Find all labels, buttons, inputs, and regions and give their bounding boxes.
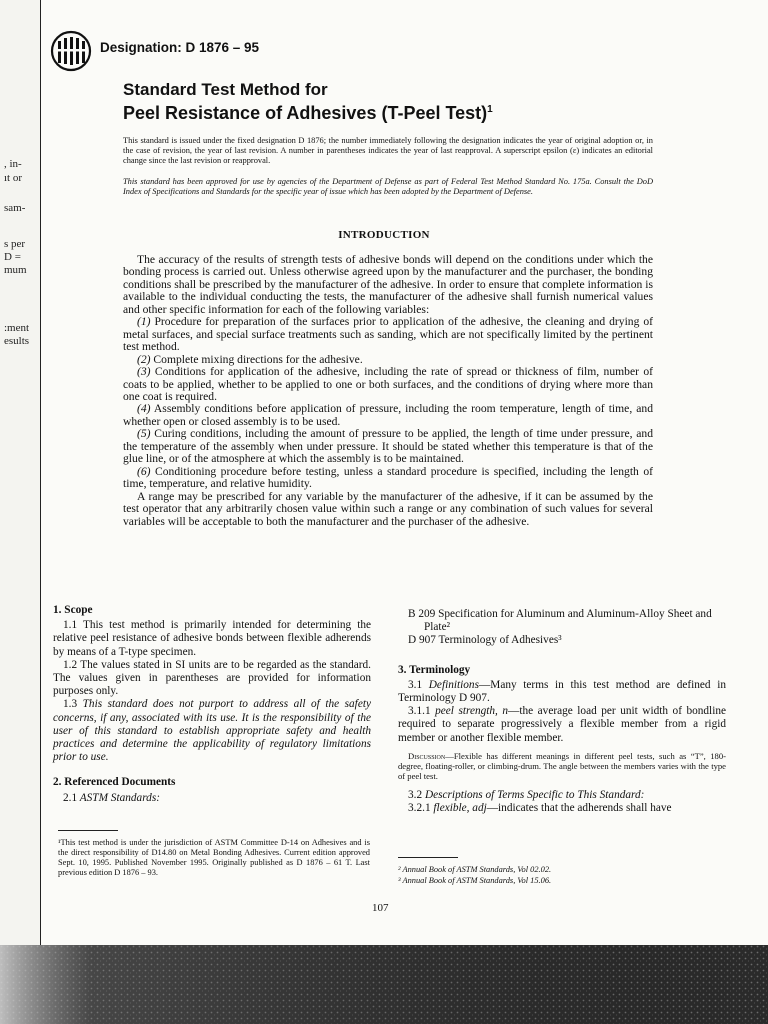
- section-1-2: 1.2 The values stated in SI units are to be regarded as the standard. The values given in parentheses are provided for information purposes only.: [53, 658, 371, 698]
- introduction-paragraph: The accuracy of the results of strength tests of adhesive bonds will depend on the conditions under which the bonding process is carried out. Unless otherwise agreed upon by the manufacturer and the purchaser, the bonding conditions shall be prescribed by the manufacturer of the adhesive. In order to ensure that complete information is available to the individual conducting the tests, the manufacturer of the adhesive shall furnish numerical values and other specific information for each of the following variables:: [123, 253, 653, 316]
- variable-item-1: [123, 316, 653, 353]
- margin-fragment: , in-: [4, 158, 22, 170]
- item-number: (2): [137, 352, 151, 366]
- section-number: 1.3: [63, 698, 78, 711]
- section-3-2-1: [398, 802, 726, 815]
- margin-fragment: sam-: [4, 202, 26, 214]
- section-number: 3.1.1: [408, 705, 431, 718]
- section-text: This standard does not purport to address all of the safety concerns, if any, associated with its use. It is the responsibility of the user of this standard to establish appropriate safety and health practices and determine the applicability of regulatory limitations prior to use.: [53, 698, 371, 764]
- item-text: Conditions for application of the adhesive, including the rate of spread or thickness of film, number of coats to be applied, whether to be applied to one or both surfaces, and the conditions of drying where more than one coat is required.: [123, 365, 653, 403]
- section-3-2: [398, 789, 726, 802]
- introduction-closing: A range may be prescribed for any variable by the manufacturer of the adhesive, if it can be assumed by the test operator that any arbitrarily chosen value within such a range or any combination of such values for several variables will be acceptable to both the manufacturer and the purchaser of the adhesive.: [123, 489, 653, 528]
- footnote-3: ³ Annual Book of ASTM Standards, Vol 15.06.: [398, 875, 552, 885]
- scan-noise-texture: [0, 945, 768, 1024]
- footnote-1: ¹This test method is under the jurisdiction of ASTM Committee D-14 on Adhesives and is the direct responsibility of D14.80 on Metal Bonding Adhesives. Current edition approved Sept. 10, 1995. Published November 1995. Originally published as D 1876 – 61 T. Last previous edition D 1876 – 93.: [58, 838, 370, 877]
- introduction-body: [123, 254, 653, 528]
- margin-fragment: esults: [4, 335, 30, 347]
- page-number: 107: [372, 902, 389, 914]
- item-number: (4): [137, 402, 151, 416]
- left-column: [53, 604, 371, 805]
- section-number: 2.1: [63, 791, 78, 804]
- title-line-2: [123, 100, 493, 123]
- footnote-2: ² Annual Book of ASTM Standards, Vol 02.02.: [398, 865, 552, 874]
- scope-heading: 1. Scope: [53, 604, 93, 616]
- margin-fragment: :ment: [4, 322, 30, 334]
- title-text: Peel Resistance of Adhesives (T-Peel Test): [123, 103, 488, 123]
- discussion-note: [398, 751, 726, 781]
- section-3-1-1: [398, 705, 726, 745]
- section-2-1: [53, 792, 371, 805]
- title-footnote-mark: 1: [487, 104, 493, 115]
- margin-fragment: D =: [4, 251, 21, 263]
- item-number: (3): [137, 365, 151, 379]
- footnotes-right: [398, 865, 718, 886]
- introduction-heading: INTRODUCTION: [338, 229, 430, 241]
- item-number: (6): [137, 464, 151, 478]
- variable-item-3: [123, 366, 653, 403]
- discussion-label: Discussion: [408, 750, 446, 761]
- item-text: Procedure for preparation of the surfaces prior to application of the adhesive, the cleaning and drying of metal surfaces, and special surface treatments such as sanding, which are not specifically limited by the pertinent test method.: [123, 315, 653, 354]
- item-text: Assembly conditions before application of pressure, including the room temperature, length of time, and whether open or closed assembly is to be used.: [123, 402, 653, 428]
- section-text: ASTM Standards:: [77, 791, 160, 804]
- section-number: 3.2.1: [408, 802, 431, 815]
- item-number: (1): [137, 315, 151, 329]
- issue-note: This standard is issued under the fixed designation D 1876; the number immediately following the designation indicates the year of original adoption or, in the case of revision, the year of last revision. A number in parentheses indicates the year of last reapproval. A superscript epsilon (ε) indicates an editorial change since the last revision or reapproval.: [123, 136, 653, 165]
- designation: Designation: D 1876 – 95: [100, 40, 260, 55]
- astm-logo-icon: [50, 30, 92, 72]
- reference-b209: B 209 Specification for Aluminum and Aluminum-Alloy Sheet and Plate²: [408, 608, 712, 634]
- section-text: —indicates that the adherends shall have: [486, 802, 672, 815]
- footnote-rule: [398, 857, 458, 858]
- section-text: Descriptions of Terms Specific to This Standard:: [422, 788, 645, 801]
- margin-fragment: s per: [4, 238, 26, 250]
- term: peel strength, n: [430, 705, 509, 718]
- approval-note: This standard has been approved for use by agencies of the Department of Defense as part of Federal Test Method Standard No. 175a. Consult the DoD Index of Specifications and Standards for the specific year of issue which has been adopted by the Department of Defense.: [123, 177, 653, 196]
- variable-item-6: [123, 466, 653, 491]
- term: flexible, adj: [430, 802, 487, 815]
- margin-fragment: mum: [4, 264, 27, 276]
- section-1-3: [53, 698, 371, 764]
- item-text: Curing conditions, including the amount of pressure to be applied, the length of time under pressure, and the temperature of the assembly when under pressure. It should be stated whether this temperature is that of the glue line, or of the atmosphere at which the assembly is to be maintained.: [123, 427, 653, 466]
- adjacent-page-margin: [0, 0, 41, 945]
- margin-fragment: ıt or: [4, 172, 23, 184]
- section-text: —Many terms in this test method are defined in Terminology D 907.: [398, 678, 726, 705]
- scan-shadow-band: [0, 945, 768, 1024]
- document-title: [123, 80, 493, 123]
- title-line-1: Standard Test Method for: [123, 80, 328, 99]
- reference-d907: D 907 Terminology of Adhesives³: [408, 634, 562, 647]
- section-3-1: [398, 679, 726, 705]
- discussion-text: —Flexible has different meanings in different peel tests, such as “T”, 180-degree, floating-roller, or climbing-drum. The angle between the members varies with the type of peel test.: [398, 750, 726, 781]
- section-text: —the average load per unit width of bondline required to separate progressively a flexible member from a rigid member or another flexible member.: [398, 705, 726, 744]
- referenced-documents-heading: 2. Referenced Documents: [53, 776, 176, 789]
- variable-item-4: [123, 403, 653, 428]
- right-column: [398, 608, 726, 815]
- footnote-rule: [58, 830, 118, 831]
- section-number: 3.1: [408, 678, 423, 691]
- item-text: Conditioning procedure before testing, unless a standard procedure is specified, including the length of time, temperature, and relative humidity.: [123, 464, 653, 491]
- item-number: (5): [137, 427, 151, 441]
- term: Definitions: [422, 678, 479, 691]
- terminology-heading: 3. Terminology: [398, 663, 471, 676]
- section-1-1: 1.1 This test method is primarily intended for determining the relative peel resistance of adhesive bonds between flexible adherends by means of a T-type specimen.: [53, 619, 371, 658]
- item-text: Complete mixing directions for the adhesive.: [150, 352, 363, 366]
- section-number: 3.2: [408, 788, 423, 801]
- variable-item-5: [123, 428, 653, 465]
